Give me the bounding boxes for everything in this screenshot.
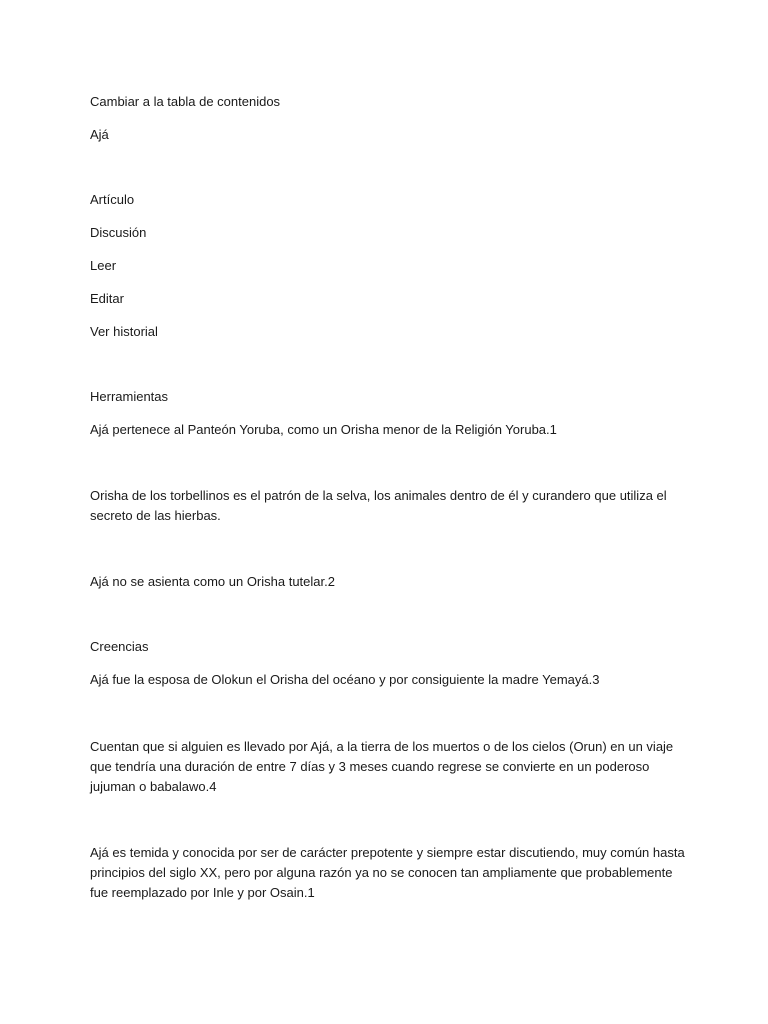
tab-read[interactable]: Leer xyxy=(90,258,117,273)
section-heading-creencias: Creencias xyxy=(90,639,149,654)
tab-edit[interactable]: Editar xyxy=(90,291,124,306)
page-title: Ajá xyxy=(90,127,109,142)
paragraph-olokun: Ajá fue la esposa de Olokun el Orisha del océano y por consiguiente la madre Yemayá.3 xyxy=(90,672,600,687)
paragraph-intro: Ajá pertenece al Panteón Yoruba, como un Orisha menor de la Religión Yoruba.1 xyxy=(90,422,557,437)
document-page xyxy=(90,0,690,1024)
toc-toggle-link[interactable]: Cambiar a la tabla de contenidos xyxy=(90,94,281,109)
paragraph-viaje: Cuentan que si alguien es llevado por Ajá, a la tierra de los muertos o de los cielos (Orun) en un viaje que tendría una duración de entre 7 días y 3 meses cuando regrese se convierte en un poderoso jujuman o babalawo.4 xyxy=(90,739,674,794)
paragraph-caracter: Ajá es temida y conocida por ser de carácter prepotente y siempre estar discutiendo, muy común hasta principios del siglo XX, pero por alguna razón ya no se conocen tan ampliamente que probablemente fue reemplazado por Inle y por Osain.1 xyxy=(90,845,685,900)
tab-discussion[interactable]: Discusión xyxy=(90,225,147,240)
paragraph-tutelar: Ajá no se asienta como un Orisha tutelar.2 xyxy=(90,574,335,589)
tab-history[interactable]: Ver historial xyxy=(90,324,158,339)
tools-menu[interactable]: Herramientas xyxy=(90,389,169,404)
paragraph-patron: Orisha de los torbellinos es el patrón de la selva, los animales dentro de él y curandero que utiliza el secreto de las hierbas. xyxy=(90,488,667,523)
tab-article[interactable]: Artículo xyxy=(90,192,135,207)
